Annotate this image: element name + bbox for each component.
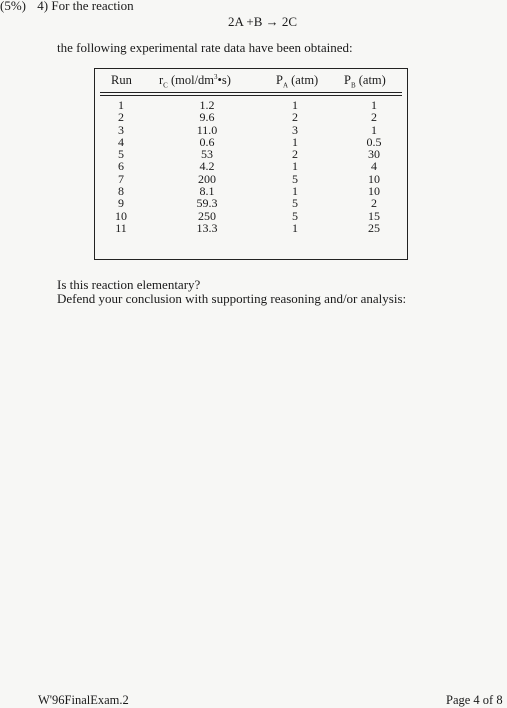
header-pressure-b: $P_B$ (atm) [344, 73, 386, 90]
table-body [95, 99, 407, 234]
table-row: 11 13.3 1 25 [115, 220, 380, 235]
table-row: 6 4.2 1 4 [118, 159, 377, 174]
rate-data-table [94, 68, 408, 260]
table-row: 5 53 2 30 [118, 147, 380, 162]
prompt-line-2: Defend your conclusion with supporting reasoning and/or analysis: [57, 291, 407, 306]
table-row: 8 8.1 1 10 [118, 184, 380, 199]
header-pressure-a: $P_A$ (atm) [276, 73, 319, 90]
question-intro: the following experimental rate data have been obtained: [57, 40, 353, 55]
footer-page-number: Page 4 of 8 [446, 693, 503, 707]
table-row: 2 9.6 2 2 [118, 110, 377, 125]
question-header [0, 0, 134, 14]
header-run: Run [111, 73, 132, 87]
question-number: 4) [37, 0, 49, 13]
header-divider-top [100, 92, 402, 93]
table-row: 1 1.2 1 1 [118, 98, 377, 112]
table-header-row [95, 73, 407, 91]
question-marks: (5%) [0, 0, 26, 13]
footer-exam-id: W'96FinalExam.2 [38, 693, 129, 707]
header-divider-bottom [100, 95, 402, 96]
table-row: 10 250 5 15 [115, 208, 380, 223]
table-row: 9 59.3 5 2 [118, 196, 377, 211]
question-lead: For the reaction [51, 0, 134, 13]
table-row: 4 0.6 1 0.5 [118, 134, 382, 149]
table-row: 3 11.0 3 1 [118, 122, 377, 137]
table-row: 7 200 5 10 [118, 171, 380, 186]
header-rate: $r_C$ $(mol/dm^3•s)$ [159, 72, 231, 90]
prompt-line-1: Is this reaction elementary? [57, 277, 201, 292]
reaction-equation: 2A +B → 2C [228, 14, 298, 29]
